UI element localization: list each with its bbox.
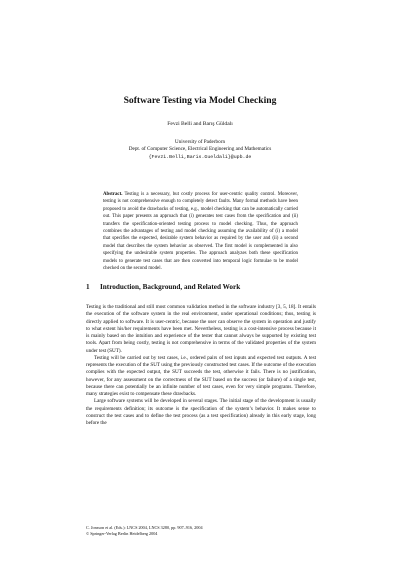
footer (86, 525, 203, 537)
abstract-label: Abstract. (103, 192, 123, 197)
body-text (86, 304, 316, 427)
paragraph: Testing is the traditional and still most common validation method in the software industry [3, 5, 18]. It entails the execution of the software system in the real environment, under operational conditions; thus, testing is directly applied to software. It is user-centric, because the user can observe the system in operation and justify to what extent his/her requirements have been met. Nevertheless, testing is a cost-intensive process because it is mainly based on the intuition and experience of the tester that cannot always be supported by existing test tools. Apart from being costly, testing is not comprehensive in terms of the validated properties of the system under test (SUT). (86, 304, 316, 354)
footer-copyright: © Springer-Verlag Berlin Heidelberg 2004 (86, 531, 158, 536)
section-title: Introduction, Background, and Related Work (100, 283, 241, 291)
footer-citation: C. Jonsson et al. (Eds.): LNCS 2004, LNCS 3280, pp. 907–916, 2004 (86, 525, 203, 530)
paragraph: Large software systems will be developed in several stages. The initial stage of the development is usually the requirements definition; its outcome is the specification of the system’s behavior. It makes sense to construct the test cases and to define the test process (as a test specification) already in this early stage, long before the (86, 398, 316, 426)
section-number: 1 (86, 283, 90, 291)
affiliation-department: Dept. of Computer Science, Electrical Engineering and Mathematics (128, 146, 272, 153)
affiliation-university: University of Paderborn (174, 139, 226, 145)
affiliation (0, 139, 400, 161)
paper-authors: Fevzi Belli and Barış Güldalı (167, 121, 233, 127)
paper-title: Software Testing via Model Checking (123, 95, 277, 106)
abstract (103, 191, 298, 272)
affiliation-email: {Fevzi.Belli,Baris.Gueldali}@upb.de (148, 154, 252, 160)
abstract-text: Testing is a necessary, but costly process for user-centric quality control. Moreover, testing is not comprehensive enough to completely detect faults. Many formal methods have been proposed to avoid the drawbacks of testing, e.g., model checking that can be automatically carried out. This paper presents an approach that (i) generates test cases from the specification and (ii) transfers the specification-oriented testing process to model checking. Thus, the approach combines the advantages of testing and model checking assuming the availability of (i) a model that specifies the expected, desirable system behavior as required by the user and (ii) a second model that describes the system behavior as observed. The first model is complemented in also specifying the undesirable system properties. The approach analyzes both these specification models to generate test cases that are then converted into temporal logic formulae to be model checked on the second model. (103, 192, 298, 272)
paragraph: Testing will be carried out by test cases, i.e., ordered pairs of test inputs and expected test outputs. A test represents the execution of the SUT using the previously constructed test cases. If the outcome of the execution complies with the expected output, the SUT succeeds the test, otherwise it fails. There is no justification, however, for any assessment on the correctness of the SUT based on the success (or failure) of a single test, because there can potentially be an infinite number of test cases, even for very simple programs. Therefore, many strategies exist to compensate these drawbacks. (86, 354, 316, 397)
section-heading (86, 283, 240, 291)
